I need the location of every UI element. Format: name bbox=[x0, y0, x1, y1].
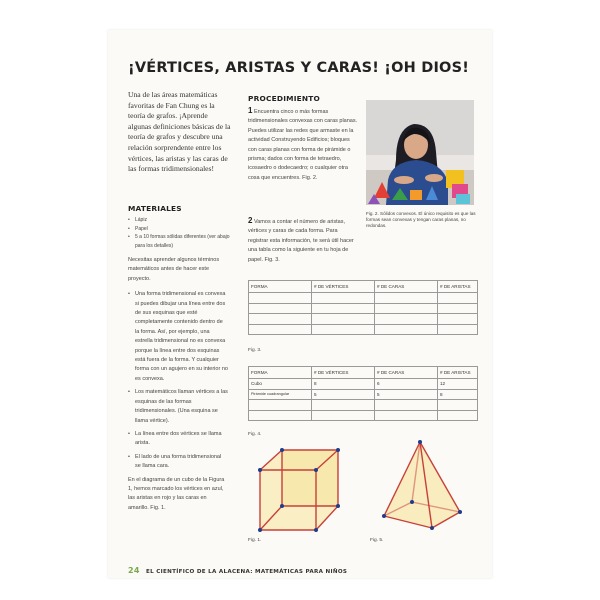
table-header: # DE CARAS bbox=[375, 281, 438, 293]
table-row bbox=[249, 324, 478, 335]
page-footer bbox=[128, 566, 347, 575]
example-data-table bbox=[248, 366, 478, 421]
table-cell: 8 bbox=[438, 389, 478, 400]
fig1-label: Fig. 1. bbox=[248, 538, 262, 543]
intro-paragraph: Una de las áreas matemáticas favoritas de Fan Chung es la teoría de grafos. ¡Aprende algunas definiciones básicas de la teoría de grafos y descubre una relación sorprendente entre los vértices, las aristas y las caras de las formas tridimensionales! bbox=[128, 90, 231, 174]
list-item: • El lado de una forma tridimensional se llama cara. bbox=[128, 453, 228, 472]
fig3-label: Fig. 3. bbox=[248, 348, 262, 353]
pyramid-diagram bbox=[376, 440, 468, 532]
table-cell: Cubo bbox=[249, 379, 312, 390]
table-header: # DE VÉRTICES bbox=[312, 367, 375, 379]
step-number: 2 bbox=[248, 216, 253, 225]
table-header: FORMA bbox=[249, 281, 312, 293]
fig5-label: Fig. 5. bbox=[370, 538, 384, 543]
list-item: • Lápiz bbox=[128, 216, 231, 225]
table-header: # DE ARISTAS bbox=[438, 281, 478, 293]
table-row bbox=[249, 410, 478, 421]
book-page bbox=[108, 30, 492, 578]
table-cell: 6 bbox=[375, 379, 438, 390]
photo-girl-with-shapes bbox=[366, 100, 474, 205]
fig2-caption: Fig. 2. Sólidos convexos. El único requisito es que las formas sean convexas y tengan caras planas, no redondas. bbox=[366, 211, 476, 228]
page-number: 24 bbox=[128, 566, 140, 575]
step-text: Vamos a contar el número de aristas, vértices y caras de cada forma. Para registrar esta información, te será útil hacer una tabla como la siguiente en tu hoja de papel. Fig. 3. bbox=[248, 219, 354, 263]
materials-list bbox=[128, 216, 231, 250]
page-title: ¡VÉRTICES, ARISTAS Y CARAS! ¡OH DIOS! bbox=[128, 60, 470, 76]
materials-section bbox=[128, 204, 231, 250]
list-item: • Papel bbox=[128, 225, 231, 234]
list-item: • Una forma tridimensional es convexa si puedes dibujar una línea entre dos de sus esquinas que esté completamente contenido dentro de la forma. Así, por ejemplo, una estrella tridimensional no es convexa porque la línea entre dos esquinas está fuera de la forma. Y cualquier forma con un agujero en su interior no es convexa. bbox=[128, 290, 228, 384]
table-cell: 5 bbox=[312, 389, 375, 400]
definitions-list bbox=[128, 290, 228, 471]
step-2 bbox=[248, 216, 358, 265]
table-header: # DE CARAS bbox=[375, 367, 438, 379]
table-row bbox=[249, 389, 478, 400]
list-item: • 5 a 10 formas sólidas diferentes (ver abajo para los detalles) bbox=[128, 233, 231, 250]
list-item: • Los matemáticos llaman vértices a las esquinas de las formas tridimensionales. (Una esquina se llama vértice). bbox=[128, 388, 228, 426]
table-header: FORMA bbox=[249, 367, 312, 379]
blank-data-table bbox=[248, 280, 478, 335]
materials-heading: MATERIALES bbox=[128, 204, 182, 213]
table-cell: 5 bbox=[375, 389, 438, 400]
table-cell: 12 bbox=[438, 379, 478, 390]
table-header: # DE ARISTAS bbox=[438, 367, 478, 379]
procedure-heading: PROCEDIMIENTO bbox=[248, 94, 321, 103]
left-column-text bbox=[128, 256, 228, 513]
step-1 bbox=[248, 106, 358, 183]
list-item: • La línea entre dos vértices se llama arista. bbox=[128, 430, 228, 449]
step-text: Encuentra cinco o más formas tridimensionales convexas con caras planas. Puedes utilizar las redes que armaste en la actividad Construyendo Edificios; bloques con caras planas con forma de pirámide o prisma; dados con forma de tetraedro, icosaedro o dodecaedro; o cualquier otra cosa que encuentres. Fig. 2. bbox=[248, 109, 358, 181]
table-row bbox=[249, 379, 478, 390]
table-row bbox=[249, 303, 478, 314]
table-row bbox=[249, 293, 478, 304]
terms-paragraph: Necesitas aprender algunos términos matemáticos antes de hacer este proyecto. bbox=[128, 257, 220, 282]
fig4-label: Fig. 4. bbox=[248, 432, 262, 437]
step-number: 1 bbox=[248, 106, 253, 115]
table-cell: 8 bbox=[312, 379, 375, 390]
table-cell: Pirámide cuadrangular bbox=[249, 389, 312, 400]
table-header: # DE VÉRTICES bbox=[312, 281, 375, 293]
table-row bbox=[249, 400, 478, 411]
book-title: EL CIENTÍFICO DE LA ALACENA: MATEMÁTICAS PARA NIÑOS bbox=[145, 569, 348, 575]
table-row bbox=[249, 314, 478, 325]
cube-diagram bbox=[254, 446, 344, 538]
cube-diagram-paragraph: En el diagrama de un cubo de la Figura 1, hemos marcado los vértices en azul, las aristas en rojo y las caras en amarillo. Fig. 1. bbox=[128, 476, 225, 511]
